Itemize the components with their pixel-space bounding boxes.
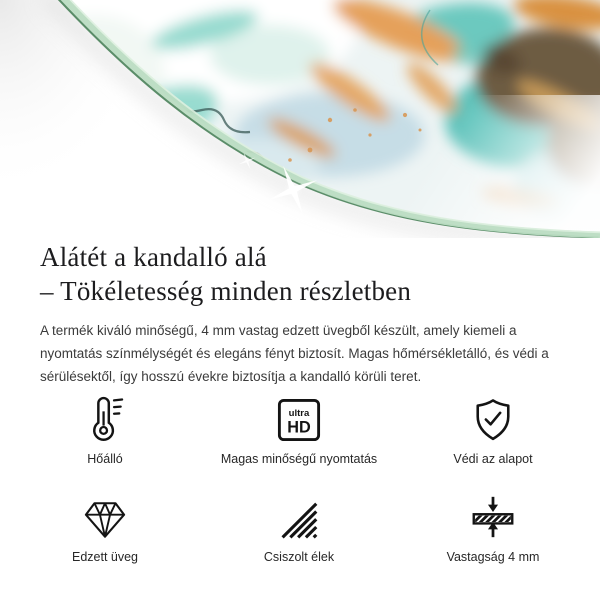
hero-section xyxy=(0,0,600,238)
ultra-hd-icon xyxy=(277,392,321,442)
features-grid xyxy=(8,392,592,564)
feature-tempered-glass xyxy=(8,490,202,564)
diamond-icon xyxy=(82,490,128,540)
feature-label: Hőálló xyxy=(87,452,123,466)
feature-label: Csiszolt élek xyxy=(263,550,335,564)
page-title-line1: Alátét a kandalló alá xyxy=(40,242,267,272)
product-description: A termék kiváló minőségű, 4 mm vastag edzett üvegből készült, amely kiemeli a nyomtatás színmélységét és elegáns fényt biztosít. Magas hőmérsékletálló, és védi a sérülésektől, így hosszú évekre biztosítja a kandalló körüli teret. xyxy=(40,323,549,384)
feature-heat-resistant xyxy=(8,392,202,466)
product-image xyxy=(0,0,600,238)
feature-label: Vastagság 4 mm xyxy=(446,550,540,564)
polished-edge-icon xyxy=(279,490,319,540)
shield-check-icon xyxy=(472,392,514,442)
page-title xyxy=(40,240,560,308)
ultra-hd-icon-text-top: ultra xyxy=(288,408,310,420)
feature-label: Edzett üveg xyxy=(71,550,138,564)
feature-print-quality xyxy=(202,392,396,466)
feature-base-protection xyxy=(396,392,590,466)
thermometer-icon xyxy=(86,392,124,442)
content-section xyxy=(0,238,600,388)
thickness-icon xyxy=(471,490,515,540)
ultra-hd-icon-text-bottom: HD xyxy=(287,418,311,437)
feature-label: Védi az alapot xyxy=(453,452,533,466)
feature-thickness xyxy=(396,490,590,564)
feature-polished-edges xyxy=(202,490,396,564)
page-title-line2: – Tökéletesség minden részletben xyxy=(40,276,412,306)
feature-label: Magas minőségű nyomtatás xyxy=(220,452,378,466)
